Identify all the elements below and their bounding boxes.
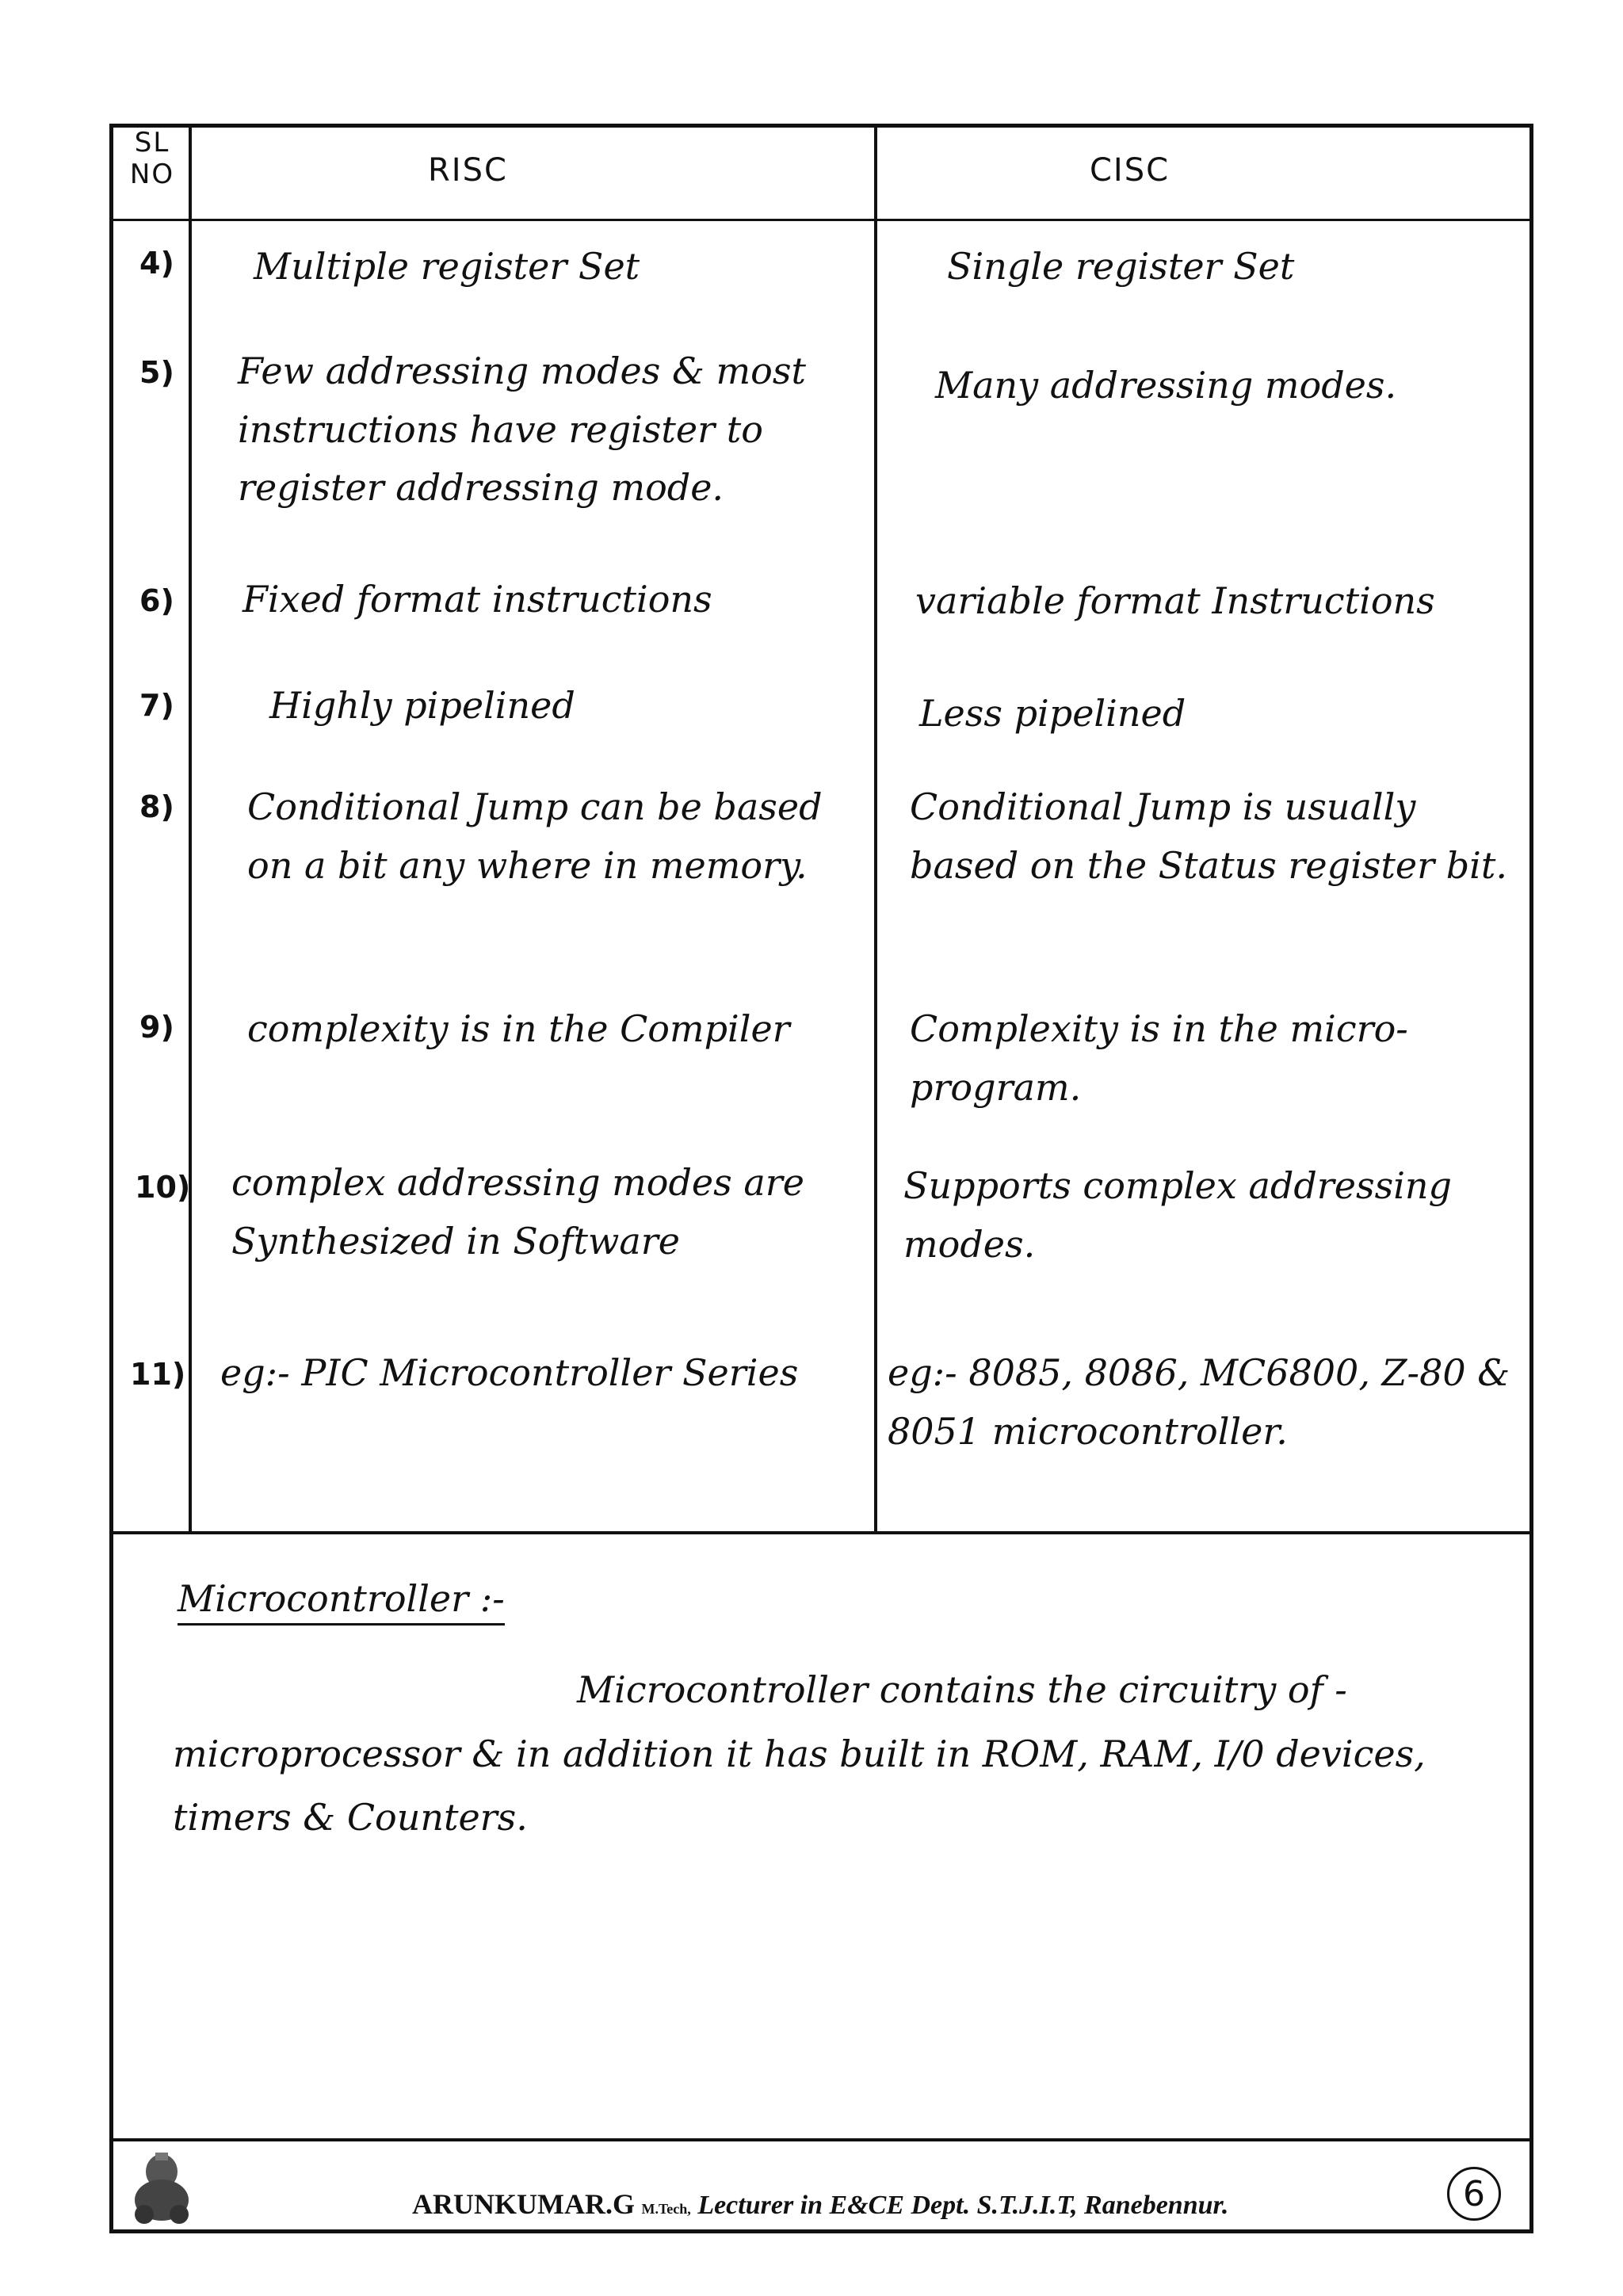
header-no-label: NO	[129, 159, 175, 190]
row-4-cisc: Single register Set	[947, 245, 1295, 288]
row-10-cisc: Supports complex addressing modes.	[903, 1164, 1452, 1266]
header-divider	[109, 219, 1533, 221]
header-risc: RISC	[428, 152, 508, 189]
row-7-risc: Highly pipelined	[269, 684, 575, 727]
row-10-risc: complex addressing modes are Synthesized in Software	[231, 1161, 805, 1263]
row-11-cisc: eg:- 8085, 8086, MC6800, Z-80 & 8051 microcontroller.	[888, 1351, 1510, 1453]
row-7-cisc: Less pipelined	[919, 692, 1186, 735]
row-5-no: 5)	[139, 355, 174, 390]
page-number: 6	[1447, 2167, 1501, 2221]
header-sl-label: SL	[134, 127, 170, 159]
frame-bottom	[109, 2229, 1533, 2233]
col-divider-2	[874, 124, 877, 1534]
frame-top	[109, 124, 1533, 128]
row-6-cisc: variable format Instructions	[915, 579, 1435, 622]
row-8-risc: Conditional Jump can be based on a bit any where in memory.	[247, 785, 823, 887]
author-role: Lecturer in E&CE Dept. S.T.J.I.T, Ranebennur.	[697, 2191, 1229, 2220]
frame-right	[1529, 124, 1533, 2233]
row-11-no: 11)	[130, 1357, 186, 1392]
col-divider-1	[189, 124, 192, 1534]
footer-credit	[412, 2187, 1228, 2221]
row-5-risc: Few addressing modes & most instructions have register to register addressing mode.	[238, 350, 806, 510]
header-sl-no	[128, 127, 176, 190]
frame-left	[109, 124, 113, 2233]
header-cisc: CISC	[1090, 152, 1170, 189]
deity-logo-icon	[120, 2148, 203, 2227]
row-4-no: 4)	[139, 246, 174, 281]
row-10-no: 10)	[135, 1170, 191, 1205]
author-degree: M.Tech,	[641, 2201, 691, 2217]
row-8-no: 8)	[139, 789, 174, 824]
row-6-risc: Fixed format instructions	[242, 578, 712, 621]
row-9-cisc: Complexity is in the micro-program.	[910, 1007, 1408, 1109]
row-11-risc: eg:- PIC Microcontroller Series	[220, 1351, 799, 1394]
row-7-no: 7)	[139, 688, 174, 723]
row-5-cisc: Many addressing modes.	[935, 364, 1397, 407]
row-6-no: 6)	[139, 583, 174, 618]
row-9-no: 9)	[139, 1010, 174, 1045]
note-title: Microcontroller :-	[178, 1577, 505, 1626]
table-bottom	[109, 1531, 1533, 1534]
author-name: ARUNKUMAR.G	[412, 2188, 635, 2220]
row-4-risc: Multiple register Set	[254, 245, 640, 288]
note-body: Microcontroller contains the circuitry of - microprocessor & in addition it has built in ROM, RAM, I/0 devices, timers & Counters.	[173, 1668, 1426, 1839]
row-8-cisc: Conditional Jump is usually based on the Status register bit.	[910, 785, 1507, 887]
footer-divider	[109, 2138, 1533, 2141]
row-9-risc: complexity is in the Compiler	[247, 1007, 790, 1050]
